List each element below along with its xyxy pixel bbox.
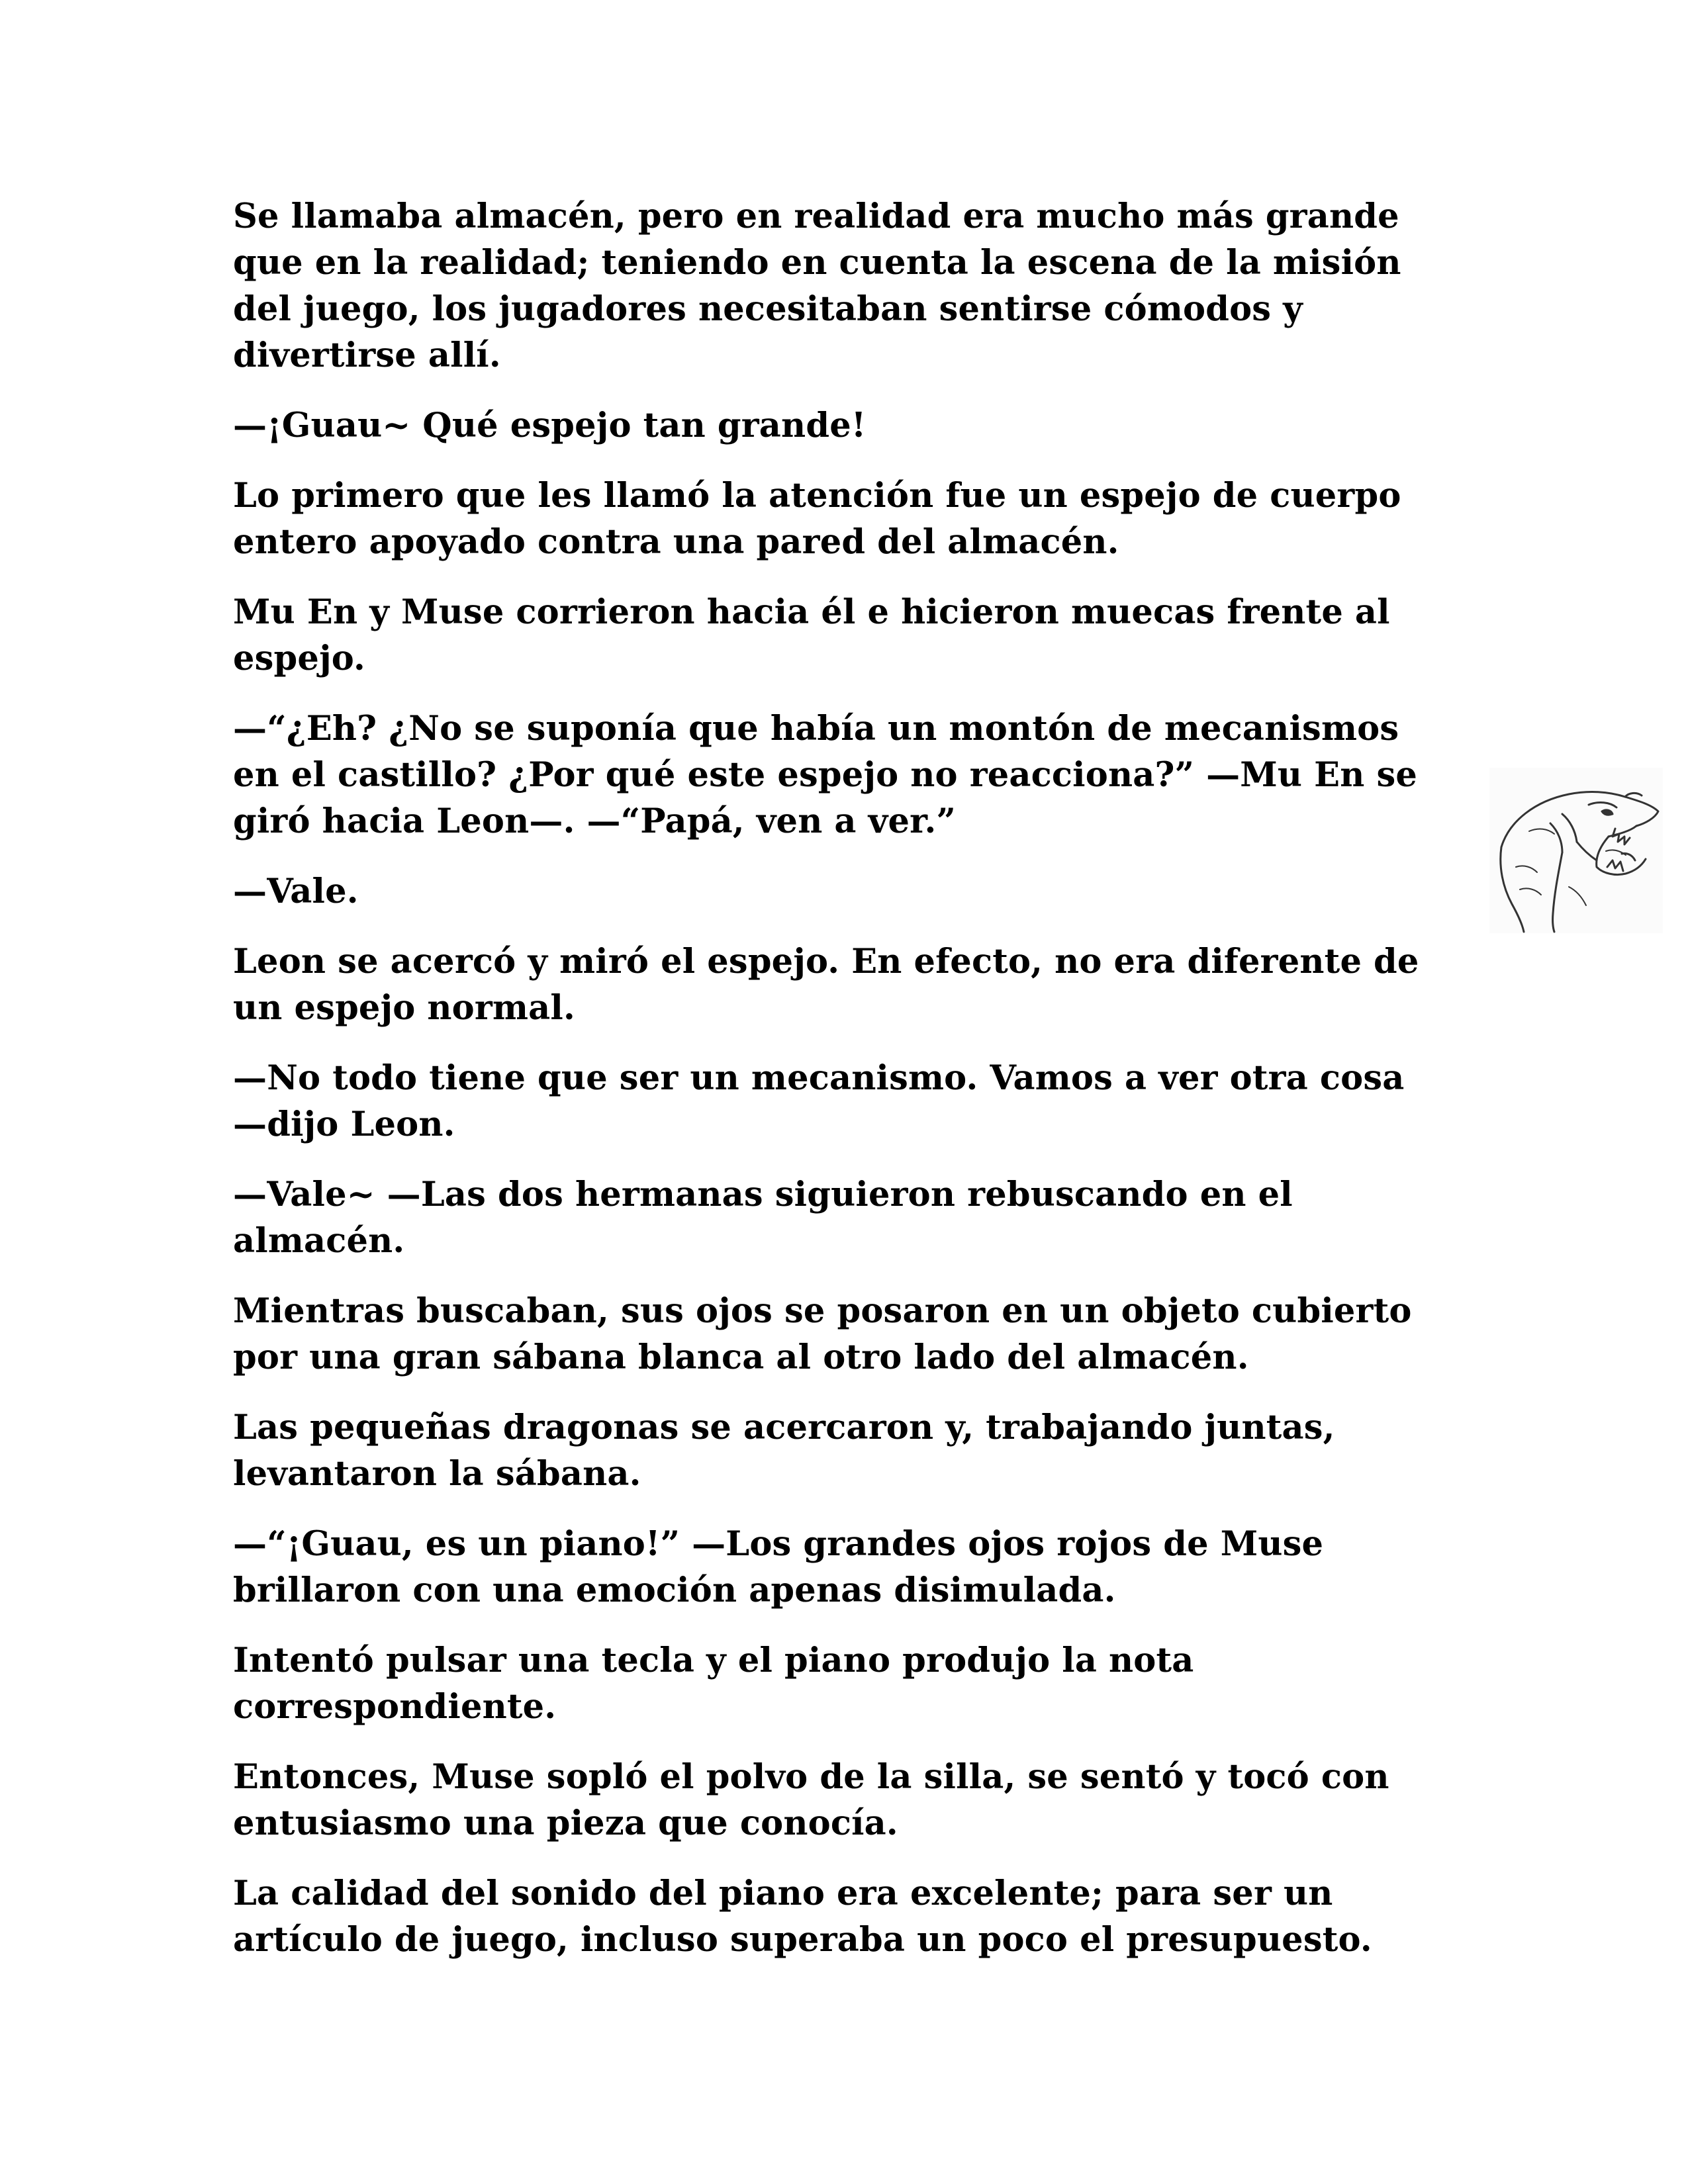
paragraph: Entonces, Muse sopló el polvo de la silla, se sentó y tocó con entusiasmo una pieza que conocía. (233, 1757, 1389, 1843)
paragraph: —Vale~ —Las dos hermanas siguieron rebuscando en el almacén. (233, 1175, 1293, 1261)
paragraph: Mu En y Muse corrieron hacia él e hicieron muecas frente al espejo. (233, 592, 1390, 678)
paragraph: —“¡Guau, es un piano!” —Los grandes ojos rojos de Muse brillaron con una emoción apenas disimulada. (233, 1524, 1324, 1610)
paragraph: Se llamaba almacén, pero en realidad era mucho más grande que en la realidad; teniendo en cuenta la escena de la misión del juego, los jugadores necesitaban sentirse cómodos y divertirse allí. (233, 197, 1401, 375)
paragraph: —“¿Eh? ¿No se suponía que había un montón de mecanismos en el castillo? ¿Por qué este espejo no reacciona?” —Mu En se giró hacia Leon—. —“Papá, ven a ver.” (233, 709, 1418, 841)
paragraph: Intentó pulsar una tecla y el piano produjo la nota correspondiente. (233, 1641, 1194, 1727)
paragraph: Mientras buscaban, sus ojos se posaron en un objeto cubierto por una gran sábana blanca al otro lado del almacén. (233, 1291, 1412, 1377)
paragraph: —¡Guau~ Qué espejo tan grande! (233, 406, 867, 445)
paragraph: Las pequeñas dragonas se acercaron y, trabajando juntas, levantaron la sábana. (233, 1408, 1335, 1494)
body-text (233, 193, 1444, 1987)
paragraph: Leon se acercó y miró el espejo. En efecto, no era diferente de un espejo normal. (233, 942, 1419, 1028)
paragraph: La calidad del sonido del piano era excelente; para ser un artículo de juego, incluso superaba un poco el presupuesto. (233, 1874, 1372, 1960)
dinosaur-head-icon (1489, 768, 1663, 933)
paragraph: —No todo tiene que ser un mecanismo. Vamos a ver otra cosa —dijo Leon. (233, 1058, 1405, 1144)
paragraph: —Vale. (233, 872, 359, 911)
paragraph: Lo primero que les llamó la atención fue un espejo de cuerpo entero apoyado contra una pared del almacén. (233, 476, 1401, 562)
